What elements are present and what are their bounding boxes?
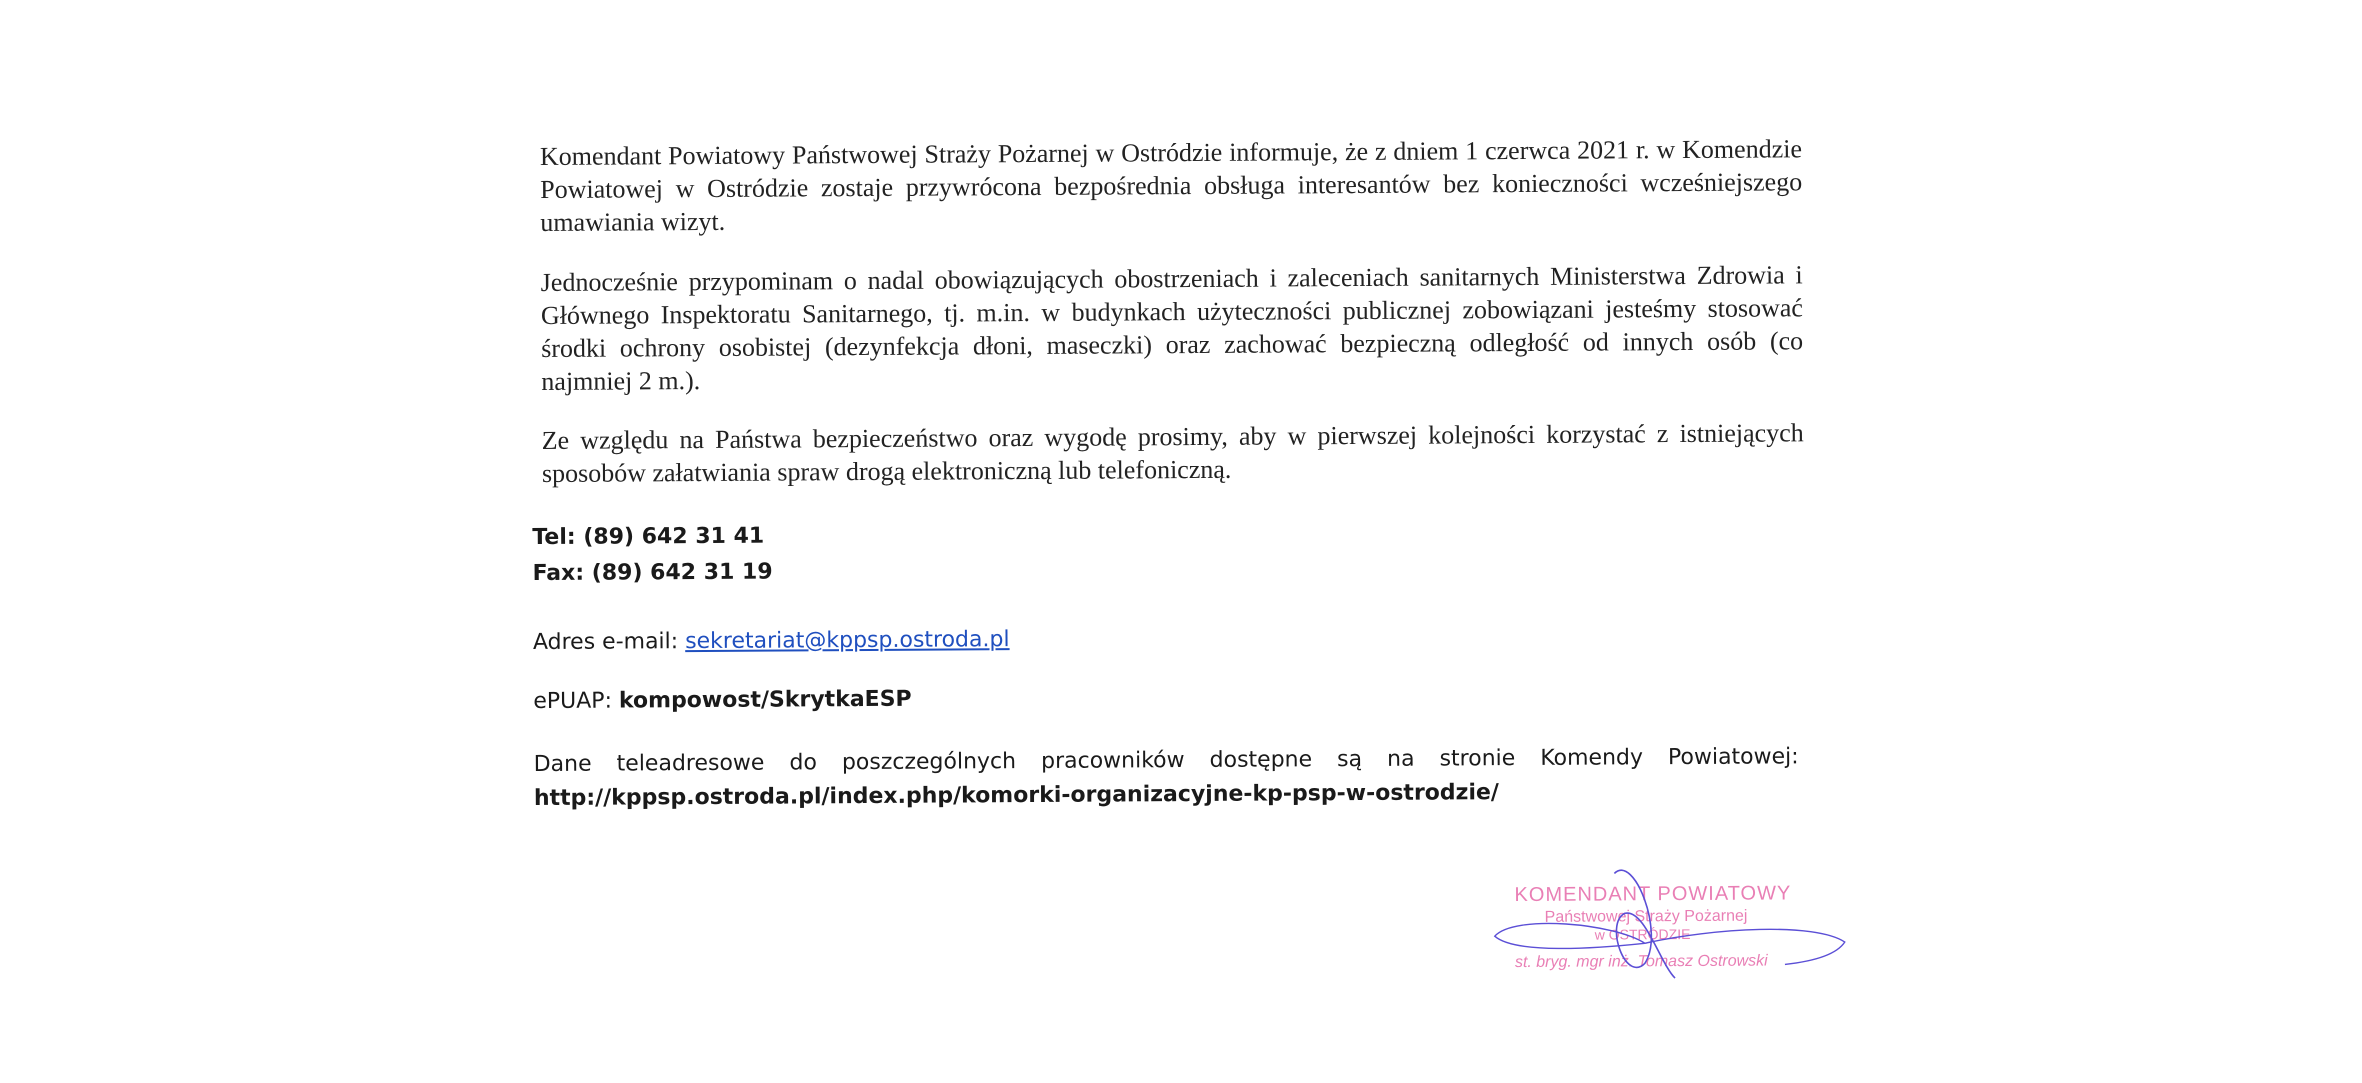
fax-number: Fax: (89) 642 31 19 (532, 559, 773, 587)
official-stamp (1474, 852, 1855, 974)
paragraph-announcement (540, 132, 1803, 239)
epuap-line (533, 687, 911, 714)
handwritten-signature-icon (1474, 852, 1855, 984)
tel-number: Tel: (89) 642 31 41 (532, 523, 765, 551)
staff-text: Dane teleadresowe do poszczególnych pracowników dostępne są na stronie Komendy Powiatowej: (533, 744, 1799, 778)
paragraph-text: Jednocześnie przypominam o nadal obowiązujących obostrzeniach i zaleceniach sanitarnych Ministerstwa Zdrowia i Głównego Inspektoratu Sanitarnego, tj. m.in. w budynkach użyteczności publicznej zobowiązani jesteśmy stosować środki ochrony osobistej (dezynfekcja dłoni, maseczki) oraz zachować bezpieczną odległość od innych osób (co najmniej 2 m.). (540, 260, 1804, 396)
email-label: Adres e-mail: (532, 629, 686, 656)
stamp-line3: w OSTRÓDZIE (1594, 925, 1691, 943)
paragraph-text: Komendant Powiatowy Państwowej Straży Pożarnej w Ostródzie informuje, że z dniem 1 czerwca 2021 r. w Komendzie Powiatowej w Ostródzie zostaje przywrócona bezpośrednia obsługa interesantów bez konieczności wcześniejszego umawiania wizyt. (539, 134, 1803, 237)
email-line (533, 627, 1010, 655)
paragraph-sanitary (541, 258, 1804, 398)
paragraph-electronic (542, 416, 1804, 490)
stamp-line2: Państwowej Straży Pożarnej (1544, 907, 1748, 926)
email-link[interactable]: sekretariat@kppsp.ostroda.pl (685, 627, 1010, 655)
paragraph-text: Ze względu na Państwa bezpieczeństwo oraz wygodę prosimy, aby w pierwszej kolejności korzystać z istniejących sposobów załatwiania spraw drogą elektroniczną lub telefoniczną. (541, 418, 1804, 488)
stamp-signature-name: st. bryg. mgr inż. Tomasz Ostrowski (1514, 952, 1768, 972)
epuap-label: ePUAP: (533, 688, 620, 715)
stamp-title: KOMENDANT POWIATOWY (1514, 882, 1792, 907)
epuap-value: kompowost/SkrytkaESP (618, 686, 912, 714)
staff-url[interactable]: http://kppsp.ostroda.pl/index.php/komorki-organizacyjne-kp-psp-w-ostrodzie/ (533, 780, 1500, 812)
